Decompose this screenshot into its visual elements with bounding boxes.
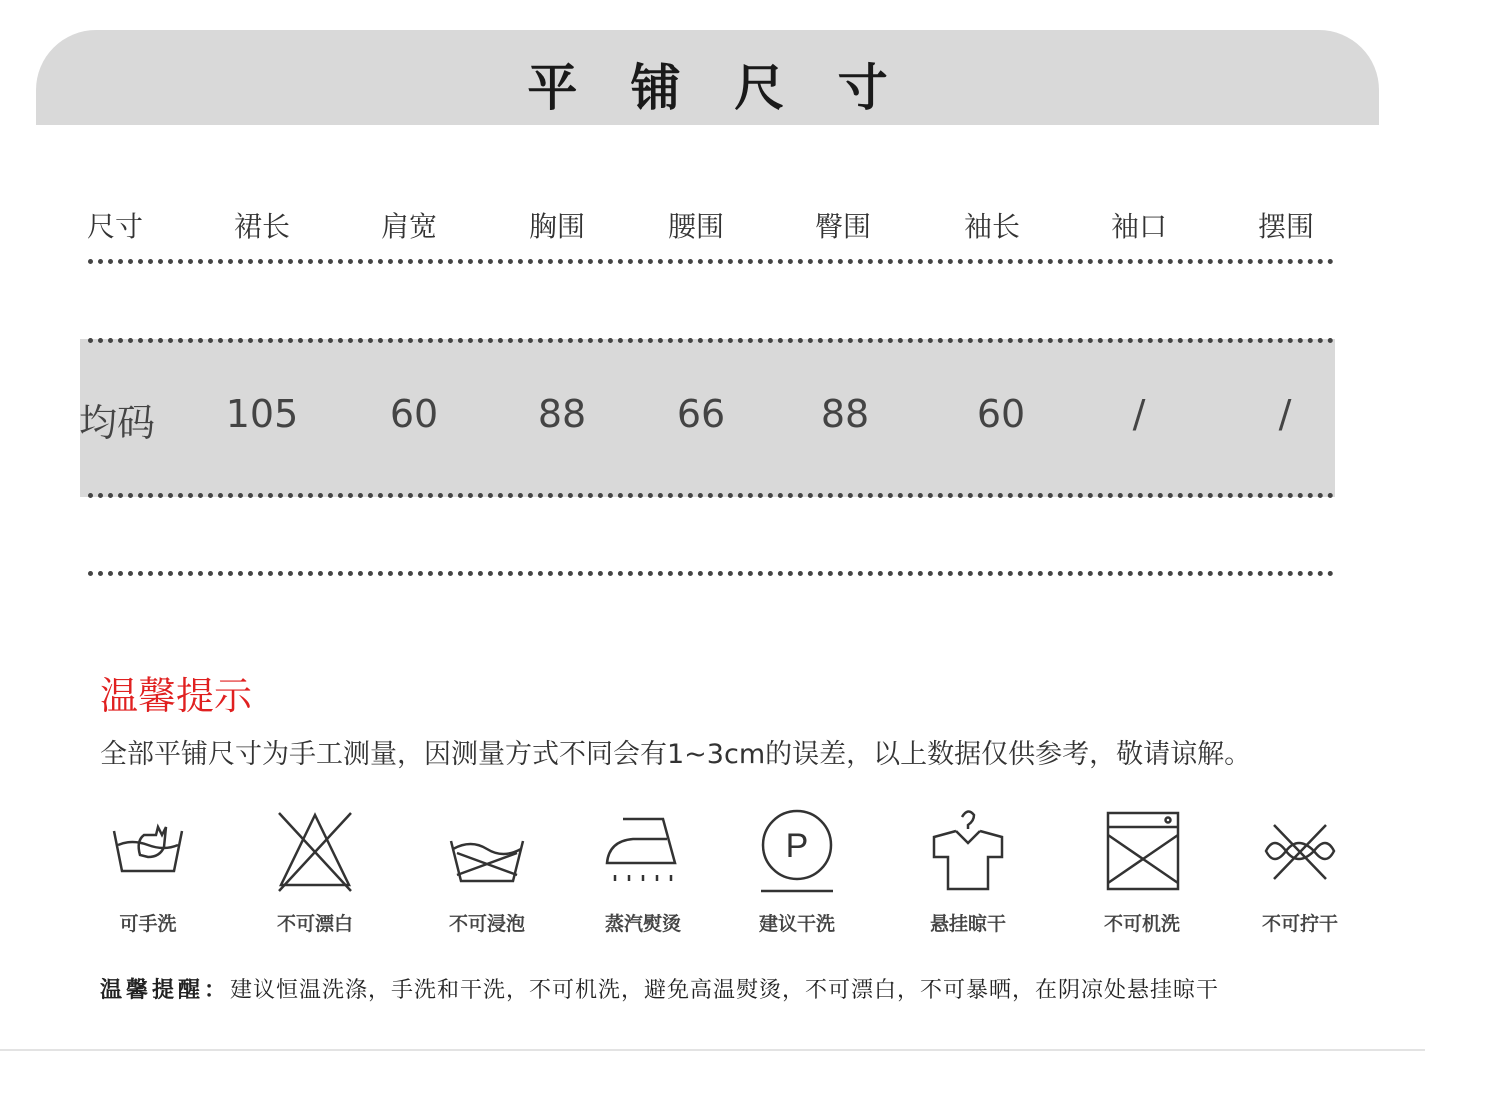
cell-size: 均码 [78, 401, 155, 445]
care-item-hang-dry [893, 805, 1043, 945]
care-item-hand-wash [73, 805, 223, 945]
care-label: 不可机洗 [1103, 913, 1180, 935]
header-hip: 臀围 [814, 210, 871, 243]
care-label: 蒸汽熨烫 [604, 913, 681, 935]
tips-text: 全部平铺尺寸为手工测量，因测量方式不同会有1~3cm的误差，以上数据仅供参考，敬请谅解。 [100, 739, 1252, 770]
care-label: 可手洗 [119, 913, 177, 935]
cell-hip: 88 [820, 392, 870, 436]
no-soak-icon [447, 805, 527, 895]
care-item-no-bleach [240, 805, 390, 945]
cell-cuff: / [1132, 392, 1146, 436]
cell-bust: 88 [537, 392, 587, 436]
care-label: 建议干洗 [758, 913, 835, 935]
care-label: 不可漂白 [276, 913, 353, 935]
table-divider [88, 571, 1334, 576]
care-reminder-label: 温馨提醒： [100, 978, 231, 1003]
care-label: 悬挂晾干 [929, 913, 1006, 935]
cell-waist: 66 [676, 392, 726, 436]
tips-heading: 温馨提示 [100, 674, 253, 718]
page-title: 平 铺 尺 寸 [527, 59, 906, 117]
svg-text:P: P [785, 827, 809, 865]
care-label: 不可浸泡 [448, 913, 525, 935]
care-label: 不可拧干 [1261, 913, 1338, 935]
header-hem: 摆围 [1257, 210, 1314, 243]
care-item-steam-iron [568, 805, 718, 945]
steam-iron-icon [603, 805, 683, 895]
header-size: 尺寸 [86, 210, 143, 243]
header-cuff: 袖口 [1110, 210, 1167, 243]
header-sleeve: 袖长 [963, 210, 1020, 243]
hang-dry-icon [928, 805, 1008, 895]
care-item-no-wring [1225, 805, 1375, 945]
no-bleach-icon [275, 805, 355, 895]
dry-clean-icon [757, 805, 837, 895]
header-length: 裙长 [233, 210, 290, 243]
care-reminder-text: 建议恒温洗涤，手洗和干洗，不可机洗，避免高温熨烫，不可漂白，不可暴晒，在阴凉处悬挂晾干 [230, 978, 1220, 1003]
header-waist: 腰围 [667, 210, 724, 243]
cell-hem: / [1278, 392, 1292, 436]
care-reminder [100, 973, 1219, 1004]
footer-divider [0, 1049, 1425, 1051]
cell-shoulder: 60 [389, 392, 439, 436]
cell-sleeve: 60 [976, 392, 1026, 436]
care-item-no-soak [412, 805, 562, 945]
header-shoulder: 肩宽 [380, 210, 437, 243]
title-banner [36, 30, 1379, 125]
hand-wash-icon [108, 805, 188, 895]
no-machine-wash-icon [1102, 805, 1182, 895]
header-bust: 胸围 [528, 210, 585, 243]
table-divider [88, 493, 1334, 498]
care-item-dry-clean [722, 805, 872, 945]
no-wring-icon [1260, 805, 1340, 895]
care-item-no-machine-wash [1067, 805, 1217, 945]
cell-length: 105 [225, 392, 299, 436]
table-divider [88, 338, 1334, 343]
table-divider [88, 259, 1334, 264]
